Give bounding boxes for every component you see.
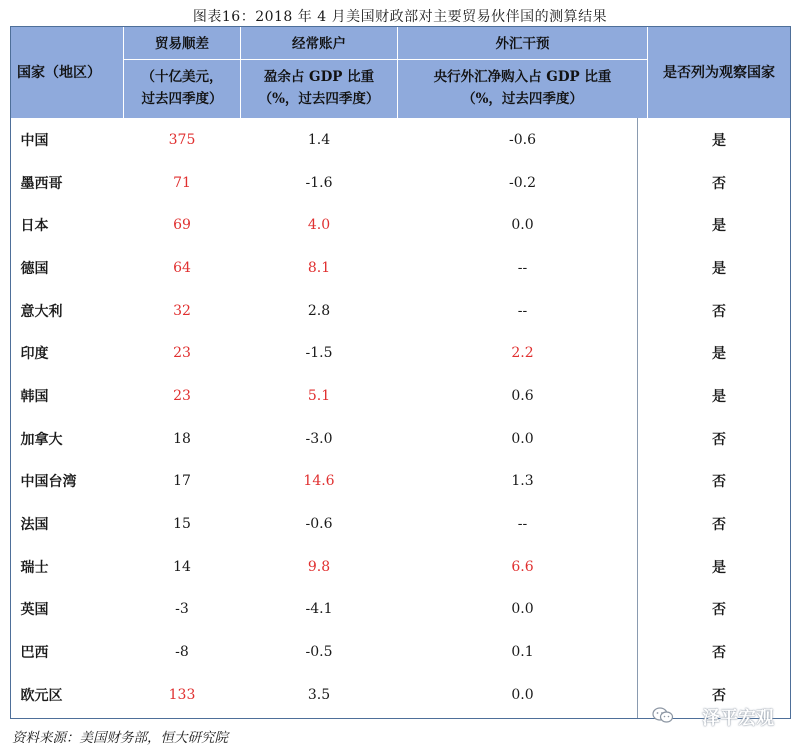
watermark-text: 泽平宏观: [702, 708, 774, 729]
cell-trade-surplus: -8: [124, 631, 241, 674]
cell-current-account: -1.6: [241, 161, 398, 204]
cell-region: 日本: [11, 204, 124, 247]
cell-trade-surplus: 15: [124, 503, 241, 546]
cell-watch-list: 否: [648, 460, 791, 503]
table-row: [11, 631, 791, 674]
cell-region: 韩国: [11, 375, 124, 418]
cell-current-account: 1.4: [241, 119, 398, 162]
header-trade-sub: （十亿美元，过去四季度）: [124, 59, 240, 116]
cell-watch-list: 否: [648, 417, 791, 460]
cell-current-account: -1.5: [241, 332, 398, 375]
cell-trade-surplus: 23: [124, 332, 241, 375]
cell-fx-intervention: 2.2: [398, 332, 648, 375]
cell-region: 加拿大: [11, 417, 124, 460]
table-row: [11, 375, 791, 418]
header-current-account: [241, 27, 398, 119]
table-row: [11, 119, 791, 162]
cell-watch-list: 否: [648, 503, 791, 546]
cell-region: 中国台湾: [11, 460, 124, 503]
cell-watch-list: 否: [648, 289, 791, 332]
cell-region: 巴西: [11, 631, 124, 674]
source-note: 资料来源：美国财务部，恒大研究院: [12, 730, 228, 746]
cell-current-account: 14.6: [241, 460, 398, 503]
header-current-title: 经常账户: [292, 36, 346, 52]
cell-watch-list: 是: [648, 204, 791, 247]
cell-fx-intervention: --: [398, 503, 648, 546]
header-row: [11, 27, 791, 119]
table-row: [11, 289, 791, 332]
table-row: [11, 503, 791, 546]
table-row: [11, 247, 791, 290]
cell-region: 中国: [11, 119, 124, 162]
cell-watch-list: 是: [648, 375, 791, 418]
cell-current-account: -3.0: [241, 417, 398, 460]
wechat-icon: [652, 706, 674, 724]
header-current-sub: 盈余占 GDP 比重（%，过去四季度）: [241, 59, 397, 116]
cell-watch-list: 是: [648, 332, 791, 375]
cell-fx-intervention: -0.2: [398, 161, 648, 204]
table-row: [11, 204, 791, 247]
header-fx-sub: 央行外汇净购入占 GDP 比重（%，过去四季度）: [398, 59, 647, 116]
cell-trade-surplus: 71: [124, 161, 241, 204]
cell-fx-intervention: --: [398, 247, 648, 290]
cell-fx-intervention: 0.6: [398, 375, 648, 418]
cell-trade-surplus: 375: [124, 119, 241, 162]
header-region: 国家（地区）: [11, 27, 124, 119]
cell-region: 英国: [11, 588, 124, 631]
cell-watch-list: 否: [648, 161, 791, 204]
cell-fx-intervention: 6.6: [398, 545, 648, 588]
data-table: [10, 26, 791, 717]
cell-trade-surplus: 14: [124, 545, 241, 588]
table-row: [11, 460, 791, 503]
cell-current-account: -0.5: [241, 631, 398, 674]
cell-fx-intervention: --: [398, 289, 648, 332]
table-row: [11, 588, 791, 631]
cell-trade-surplus: -3: [124, 588, 241, 631]
cell-region: 法国: [11, 503, 124, 546]
table-row: [11, 161, 791, 204]
cell-fx-intervention: 0.0: [398, 417, 648, 460]
column-divider: [637, 118, 638, 718]
cell-watch-list: 是: [648, 119, 791, 162]
cell-trade-surplus: 17: [124, 460, 241, 503]
header-fx-intervention: [398, 27, 648, 119]
cell-fx-intervention: 0.0: [398, 673, 648, 716]
cell-watch-list: 是: [648, 247, 791, 290]
figure-title: 图表16：2018 年 4 月美国财政部对主要贸易伙伴国的测算结果: [192, 9, 608, 25]
cell-region: 墨西哥: [11, 161, 124, 204]
table-body: [11, 119, 791, 717]
table-row: [11, 545, 791, 588]
cell-watch-list: 是: [648, 545, 791, 588]
cell-trade-surplus: 69: [124, 204, 241, 247]
cell-current-account: -4.1: [241, 588, 398, 631]
cell-current-account: 8.1: [241, 247, 398, 290]
cell-fx-intervention: 0.0: [398, 588, 648, 631]
cell-watch-list: 否: [648, 673, 791, 716]
cell-region: 欧元区: [11, 673, 124, 716]
header-trade: [124, 27, 241, 119]
cell-watch-list: 否: [648, 631, 791, 674]
header-trade-title: 贸易顺差: [155, 36, 209, 52]
cell-region: 德国: [11, 247, 124, 290]
cell-current-account: 3.5: [241, 673, 398, 716]
cell-fx-intervention: 0.0: [398, 204, 648, 247]
cell-trade-surplus: 32: [124, 289, 241, 332]
cell-fx-intervention: 1.3: [398, 460, 648, 503]
cell-trade-surplus: 64: [124, 247, 241, 290]
cell-trade-surplus: 23: [124, 375, 241, 418]
cell-current-account: 2.8: [241, 289, 398, 332]
cell-region: 印度: [11, 332, 124, 375]
header-fx-title: 外汇干预: [495, 36, 550, 52]
cell-current-account: -0.6: [241, 503, 398, 546]
cell-fx-intervention: -0.6: [398, 119, 648, 162]
cell-trade-surplus: 18: [124, 417, 241, 460]
cell-trade-surplus: 133: [124, 673, 241, 716]
cell-current-account: 4.0: [241, 204, 398, 247]
table-row: [11, 417, 791, 460]
cell-current-account: 9.8: [241, 545, 398, 588]
cell-watch-list: 否: [648, 588, 791, 631]
cell-region: 瑞士: [11, 545, 124, 588]
cell-current-account: 5.1: [241, 375, 398, 418]
cell-fx-intervention: 0.1: [398, 631, 648, 674]
header-watch-list: 是否列为观察国家: [648, 27, 791, 119]
table-row: [11, 332, 791, 375]
cell-region: 意大利: [11, 289, 124, 332]
